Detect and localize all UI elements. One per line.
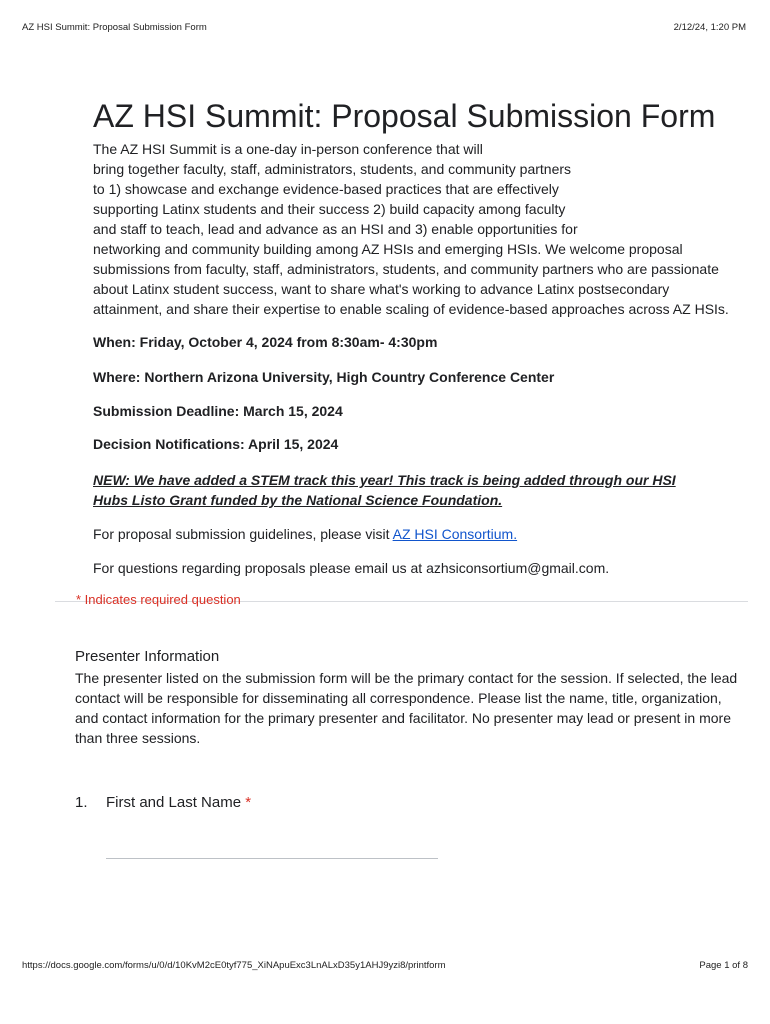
section-description-line: and contact information for the primary presenter and facilitator. No presenter may lead or present in more <box>75 710 731 726</box>
section-description-line: contact will be responsible for disseminating all correspondence. Please list the name, title, organization, <box>75 690 722 706</box>
form-title: AZ HSI Summit: Proposal Submission Form <box>93 98 716 134</box>
required-asterisk: * <box>245 794 252 811</box>
section-description-line: than three sessions. <box>75 730 201 746</box>
form-description-line: networking and community building among AZ HSIs and emerging HSIs. We welcome proposal <box>93 241 683 257</box>
form-description-line: supporting Latinx students and their success 2) build capacity among faculty <box>93 201 566 217</box>
form-description-line: The AZ HSI Summit is a one-day in-person conference that will <box>93 141 483 157</box>
question-label-text: First and Last Name <box>106 794 242 811</box>
stem-track-line: Hubs Listo Grant funded by the National Science Foundation. <box>93 492 503 508</box>
form-description-line: bring together faculty, staff, administrators, students, and community partners <box>93 161 572 177</box>
required-indicator-note: * Indicates required question <box>76 592 241 607</box>
print-footer-page: Page 1 of 8 <box>699 960 748 971</box>
guidelines-prefix: For proposal submission guidelines, please visit <box>93 526 393 542</box>
submission-deadline: Submission Deadline: March 15, 2024 <box>93 403 343 419</box>
stem-track-announcement <box>93 470 743 510</box>
question-number: 1. <box>75 794 88 811</box>
form-description <box>93 139 753 319</box>
section-title: Presenter Information <box>75 648 220 665</box>
form-description-line: attainment, and share their expertise to enable scaling of evidence-based approaches across AZ HSIs. <box>93 301 729 317</box>
first-last-name-input[interactable] <box>106 858 438 859</box>
form-description-line: and staff to teach, lead and advance as an HSI and 3) enable opportunities for <box>93 221 578 237</box>
guidelines-text <box>93 526 517 542</box>
print-header-datetime: 2/12/24, 1:20 PM <box>673 22 746 33</box>
question-label <box>106 794 251 811</box>
event-when: When: Friday, October 4, 2024 from 8:30am- 4:30pm <box>93 334 438 350</box>
questions-contact: For questions regarding proposals please email us at azhsiconsortium@gmail.com. <box>93 560 610 576</box>
form-description-line: about Latinx student success, want to share what's working to advance Latinx postsecondary <box>93 281 670 297</box>
stem-track-line: NEW: We have added a STEM track this year! This track is being added through our HSI <box>93 472 676 488</box>
print-footer-url: https://docs.google.com/forms/u/0/d/10KvM2cE0tyf775_XiNApuExc3LnALxD35y1AHJ9yzi8/printform <box>22 960 446 971</box>
section-description-line: The presenter listed on the submission form will be the primary contact for the session. If selected, the lead <box>75 670 738 686</box>
consortium-link[interactable]: AZ HSI Consortium. <box>392 526 518 542</box>
decision-notifications: Decision Notifications: April 15, 2024 <box>93 436 339 452</box>
event-where: Where: Northern Arizona University, High Country Conference Center <box>93 369 555 385</box>
form-description-line: to 1) showcase and exchange evidence-based practices that are effectively <box>93 181 559 197</box>
form-description-line: submissions from faculty, staff, administrators, students, and community partners who are passionate <box>93 261 719 277</box>
section-description <box>75 668 755 748</box>
print-header-title: AZ HSI Summit: Proposal Submission Form <box>22 22 207 33</box>
